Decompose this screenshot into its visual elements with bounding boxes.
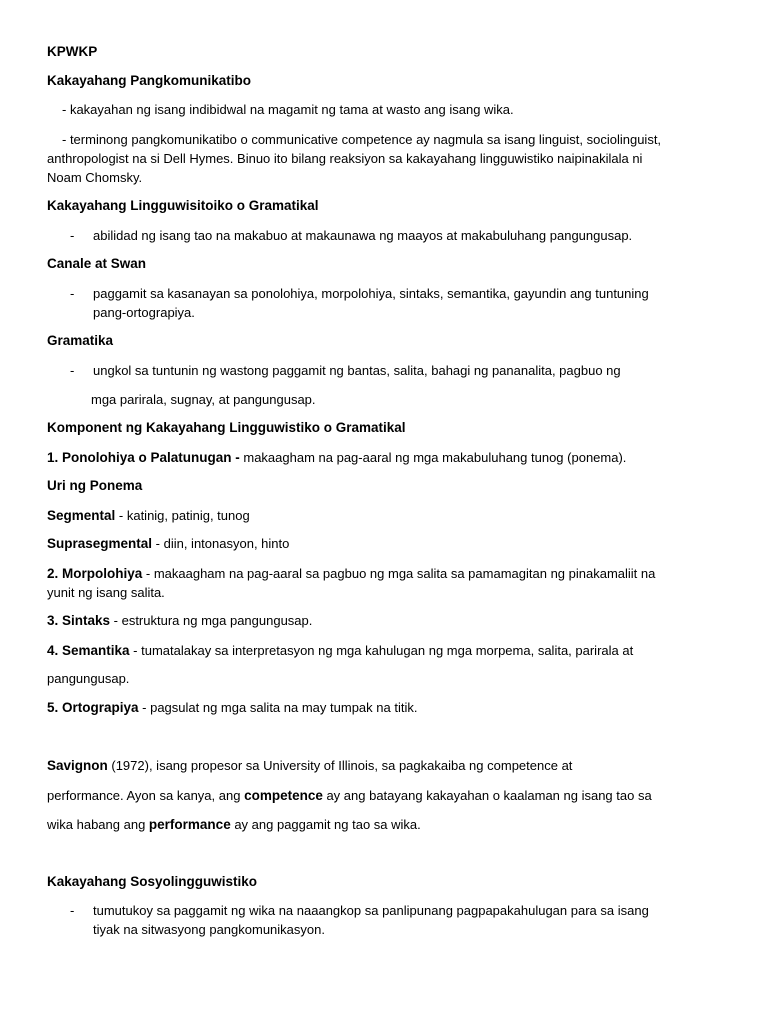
bullet-text: ungkol sa tuntunin ng wastong paggamit ng bantas, salita, bahagi ng pananalita, pagbuo ng xyxy=(93,363,621,378)
heading-gramatika: Gramatika xyxy=(47,333,114,348)
savignon-line xyxy=(47,787,652,805)
term-description: (1972), isang propesor sa University of Illinois, sa pagkakaiba ng competence at xyxy=(107,758,573,773)
bullet-dash: - xyxy=(70,228,75,243)
plain-text: ay ang batayang kakayahan o kaalaman ng isang tao sa xyxy=(322,788,652,803)
bold-term: 1. Ponolohiya o Palatunugan - xyxy=(47,450,240,465)
bold-term: Savignon xyxy=(47,758,108,773)
term-description: - katinig, patinig, tunog xyxy=(115,508,250,523)
heading-lingguwisitoiko: Kakayahang Lingguwisitoiko o Gramatikal xyxy=(47,198,319,213)
bullet-text: paggamit sa kasanayan sa ponolohiya, morpolohiya, sintaks, semantika, gayundin ang tuntuning xyxy=(93,286,649,301)
uri-suprasegmental xyxy=(47,535,289,553)
bold-term: 3. Sintaks xyxy=(47,613,111,628)
bullet-text: tiyak na sitwasyong pangkomunikasyon. xyxy=(93,922,325,937)
paragraph-line: pangungusap. xyxy=(47,671,130,686)
heading-canale-at-swan: Canale at Swan xyxy=(47,256,147,271)
document-title: KPWKP xyxy=(47,44,98,59)
bold-term: performance xyxy=(148,817,231,832)
component-semantika xyxy=(47,642,633,660)
component-ortograpiya xyxy=(47,699,417,717)
bold-term: Suprasegmental xyxy=(47,536,153,551)
bold-term: competence xyxy=(244,788,323,803)
savignon-line xyxy=(47,757,572,775)
plain-text: ay ang paggamit ng tao sa wika. xyxy=(230,817,421,832)
bold-term: 4. Semantika xyxy=(47,643,130,658)
paragraph-line: - kakayahan ng isang indibidwal na magamit ng tama at wasto ang isang wika. xyxy=(62,102,514,117)
heading-sosyolingguwistiko: Kakayahang Sosyolingguwistiko xyxy=(47,874,258,889)
bullet-text: abilidad ng isang tao na makabuo at makaunawa ng maayos at makabuluhang pangungusap. xyxy=(93,228,633,243)
uri-segmental xyxy=(47,507,250,525)
paragraph-line: anthropologist na si Dell Hymes. Binuo ito bilang reaksiyon sa kakayahang lingguwistiko naipinakilala ni xyxy=(47,151,643,166)
term-description: - pagsulat ng mga salita na may tumpak na titik. xyxy=(138,700,418,715)
bullet-text: pang-ortograpiya. xyxy=(93,305,195,320)
bullet-dash: - xyxy=(70,286,75,301)
bullet-dash: - xyxy=(70,363,75,378)
bold-term: Segmental xyxy=(47,508,116,523)
plain-text: wika habang ang xyxy=(47,817,149,832)
paragraph-line: yunit ng isang salita. xyxy=(47,585,165,600)
bullet-text: tumutukoy sa paggamit ng wika na naaangkop sa panlipunang pagpapakahulugan para sa isang xyxy=(93,903,649,918)
bold-term: 5. Ortograpiya xyxy=(47,700,139,715)
bullet-text: mga parirala, sugnay, at pangungusap. xyxy=(91,392,316,407)
term-description: makaagham na pag-aaral ng mga makabuluhang tunog (ponema). xyxy=(239,450,627,465)
term-description: - estruktura ng mga pangungusap. xyxy=(110,613,313,628)
paragraph-line: Noam Chomsky. xyxy=(47,170,143,185)
component-sintaks xyxy=(47,612,312,630)
heading-uri-ng-ponema: Uri ng Ponema xyxy=(47,478,143,493)
bold-term: 2. Morpolohiya xyxy=(47,566,143,581)
term-description: - tumatalakay sa interpretasyon ng mga kahulugan ng mga morpema, salita, parirala at xyxy=(129,643,634,658)
heading-kakayahang-pangkomunikatibo: Kakayahang Pangkomunikatibo xyxy=(47,73,252,88)
component-ponolohiya xyxy=(47,449,626,467)
savignon-line xyxy=(47,816,421,834)
plain-text: performance. Ayon sa kanya, ang xyxy=(47,788,245,803)
component-morpolohiya xyxy=(47,565,655,583)
paragraph-line: - terminong pangkomunikatibo o communicative competence ay nagmula sa isang linguist, sociolinguist, xyxy=(62,132,662,147)
term-description: - diin, intonasyon, hinto xyxy=(152,536,290,551)
bullet-dash: - xyxy=(70,903,75,918)
heading-komponent: Komponent ng Kakayahang Lingguwistiko o Gramatikal xyxy=(47,420,406,435)
term-description: - makaagham na pag-aaral sa pagbuo ng mga salita sa pamamagitan ng pinakamaliit na xyxy=(142,566,656,581)
